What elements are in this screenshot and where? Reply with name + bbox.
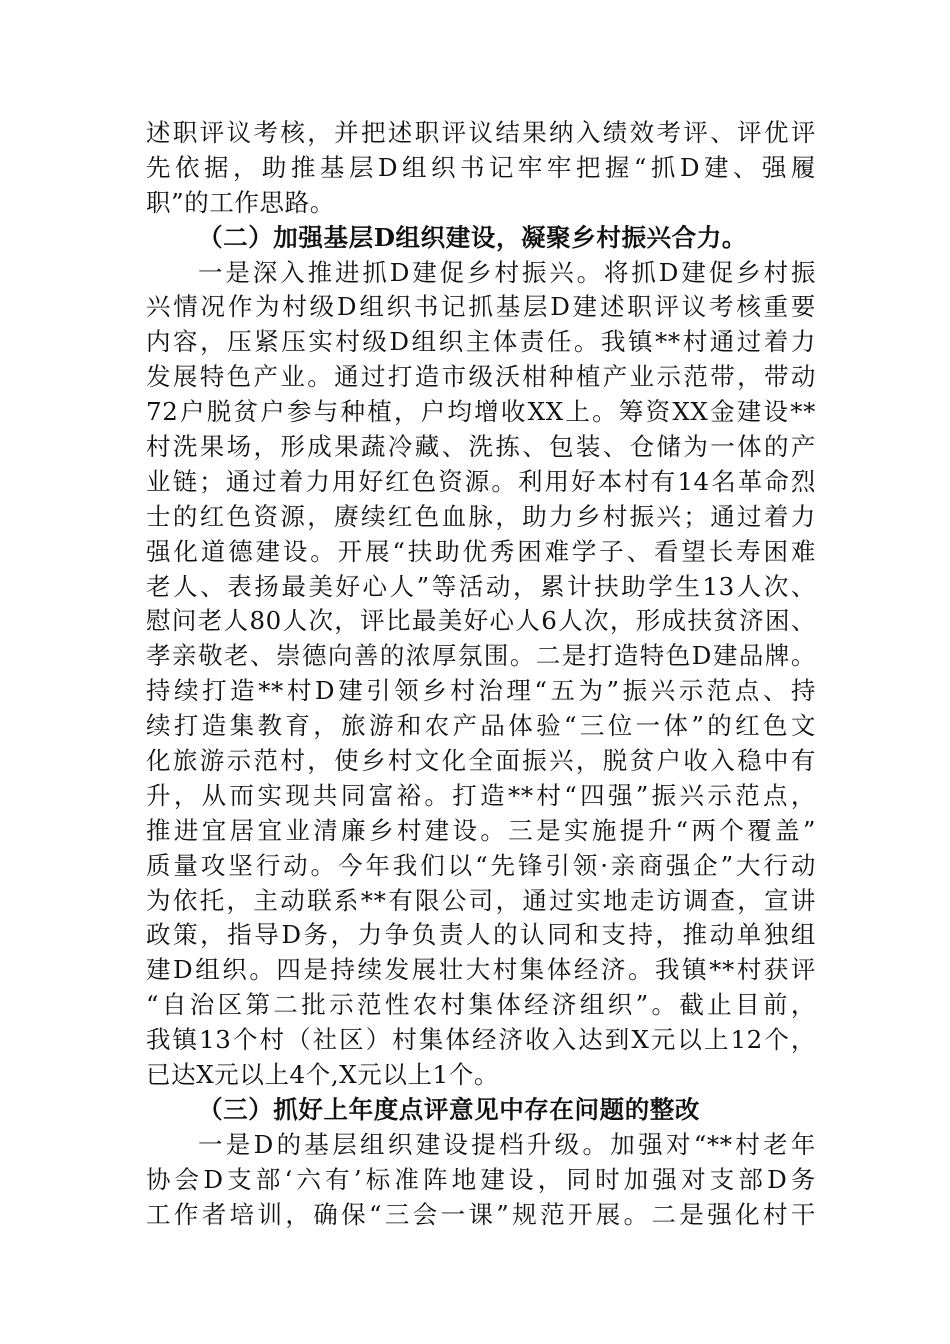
text-line: 慰问老人80人次，评比最美好心人6人次，形成扶贫济困、 bbox=[146, 606, 816, 636]
text-line: 述职评议考核，并把述职评议结果纳入绩效考评、评优评 bbox=[146, 118, 816, 147]
text-line: 孝亲敬老、崇德向善的浓厚氛围。二是打造特色D建品牌。 bbox=[146, 641, 816, 671]
text-line: 政策，指导D务，力争负责人的认同和支持，推动单独组 bbox=[146, 920, 816, 950]
text-line: 村洗果场，形成果蔬冷藏、洗拣、包装、仓储为一体的产 bbox=[146, 432, 816, 462]
text-line: 职”的工作思路。 bbox=[146, 187, 335, 217]
text-line: 质量攻坚行动。今年我们以“先锋引领·亲商强企”大行动 bbox=[146, 850, 816, 880]
text-line: 工作者培训，确保“三会一课”规范开展。二是强化村干 bbox=[146, 1199, 816, 1229]
text-line: 士的红色资源，赓续红色血脉，助力乡村振兴；通过着力 bbox=[146, 501, 816, 531]
text-line: 建D组织。四是持续发展壮大村集体经济。我镇**村获评 bbox=[146, 955, 816, 985]
text-line: 持续打造**村D建引领乡村治理“五为”振兴示范点、持 bbox=[146, 676, 816, 706]
text-line: 兴情况作为村级D组织书记抓基层D建述职评议考核重要 bbox=[146, 292, 816, 322]
text-line: 协会D支部‘六有’标准阵地建设，同时加强对支部D务 bbox=[146, 1164, 816, 1194]
text-line: 72户脱贫户参与种植，户均增收XX上。筹资XX金建设** bbox=[146, 397, 816, 427]
section-heading: （三）抓好上年度点评意见中存在问题的整改 bbox=[198, 1094, 700, 1124]
text-line: 老人、表扬最美好心人”等活动，累计扶助学生13人次、 bbox=[146, 571, 816, 601]
text-line: 一是深入推进抓D建促乡村振兴。将抓D建促乡村振 bbox=[198, 257, 816, 287]
text-line: 续打造集教育，旅游和农产品体验“三位一体”的红色文 bbox=[146, 711, 816, 741]
text-line: 内容，压紧压实村级D组织主体责任。我镇**村通过着力 bbox=[146, 327, 816, 357]
text-line: 化旅游示范村，使乡村文化全面振兴，脱贫户收入稳中有 bbox=[146, 746, 816, 776]
text-line: 推进宜居宜业清廉乡村建设。三是实施提升“两个覆盖” bbox=[146, 815, 816, 845]
text-line: 一是D的基层组织建设提档升级。加强对“**村老年 bbox=[198, 1129, 816, 1159]
text-line: 我镇13个村（社区）村集体经济收入达到X元以上12个， bbox=[146, 1025, 816, 1055]
document-body bbox=[146, 116, 816, 1233]
text-line: 已达X元以上4个,X元以上1个。 bbox=[146, 1060, 499, 1090]
text-line: 强化道德建设。开展“扶助优秀困难学子、看望长寿困难 bbox=[146, 536, 816, 566]
text-line: 升，从而实现共同富裕。打造**村“四强”振兴示范点， bbox=[146, 780, 816, 810]
text-line: 业链；通过着力用好红色资源。利用好本村有14名革命烈 bbox=[146, 466, 816, 496]
text-line: 发展特色产业。通过打造市级沃柑种植产业示范带，带动 bbox=[146, 362, 816, 392]
text-line: 先依据，助推基层D组织书记牢牢把握“抓D建、强履 bbox=[146, 152, 816, 182]
text-line: 为依托，主动联系**有限公司，通过实地走访调查，宣讲 bbox=[146, 885, 816, 915]
section-heading: （二）加强基层D组织建设，凝聚乡村振兴合力。 bbox=[198, 222, 747, 252]
text-line: “自治区第二批示范性农村集体经济组织”。截止目前， bbox=[146, 990, 816, 1020]
